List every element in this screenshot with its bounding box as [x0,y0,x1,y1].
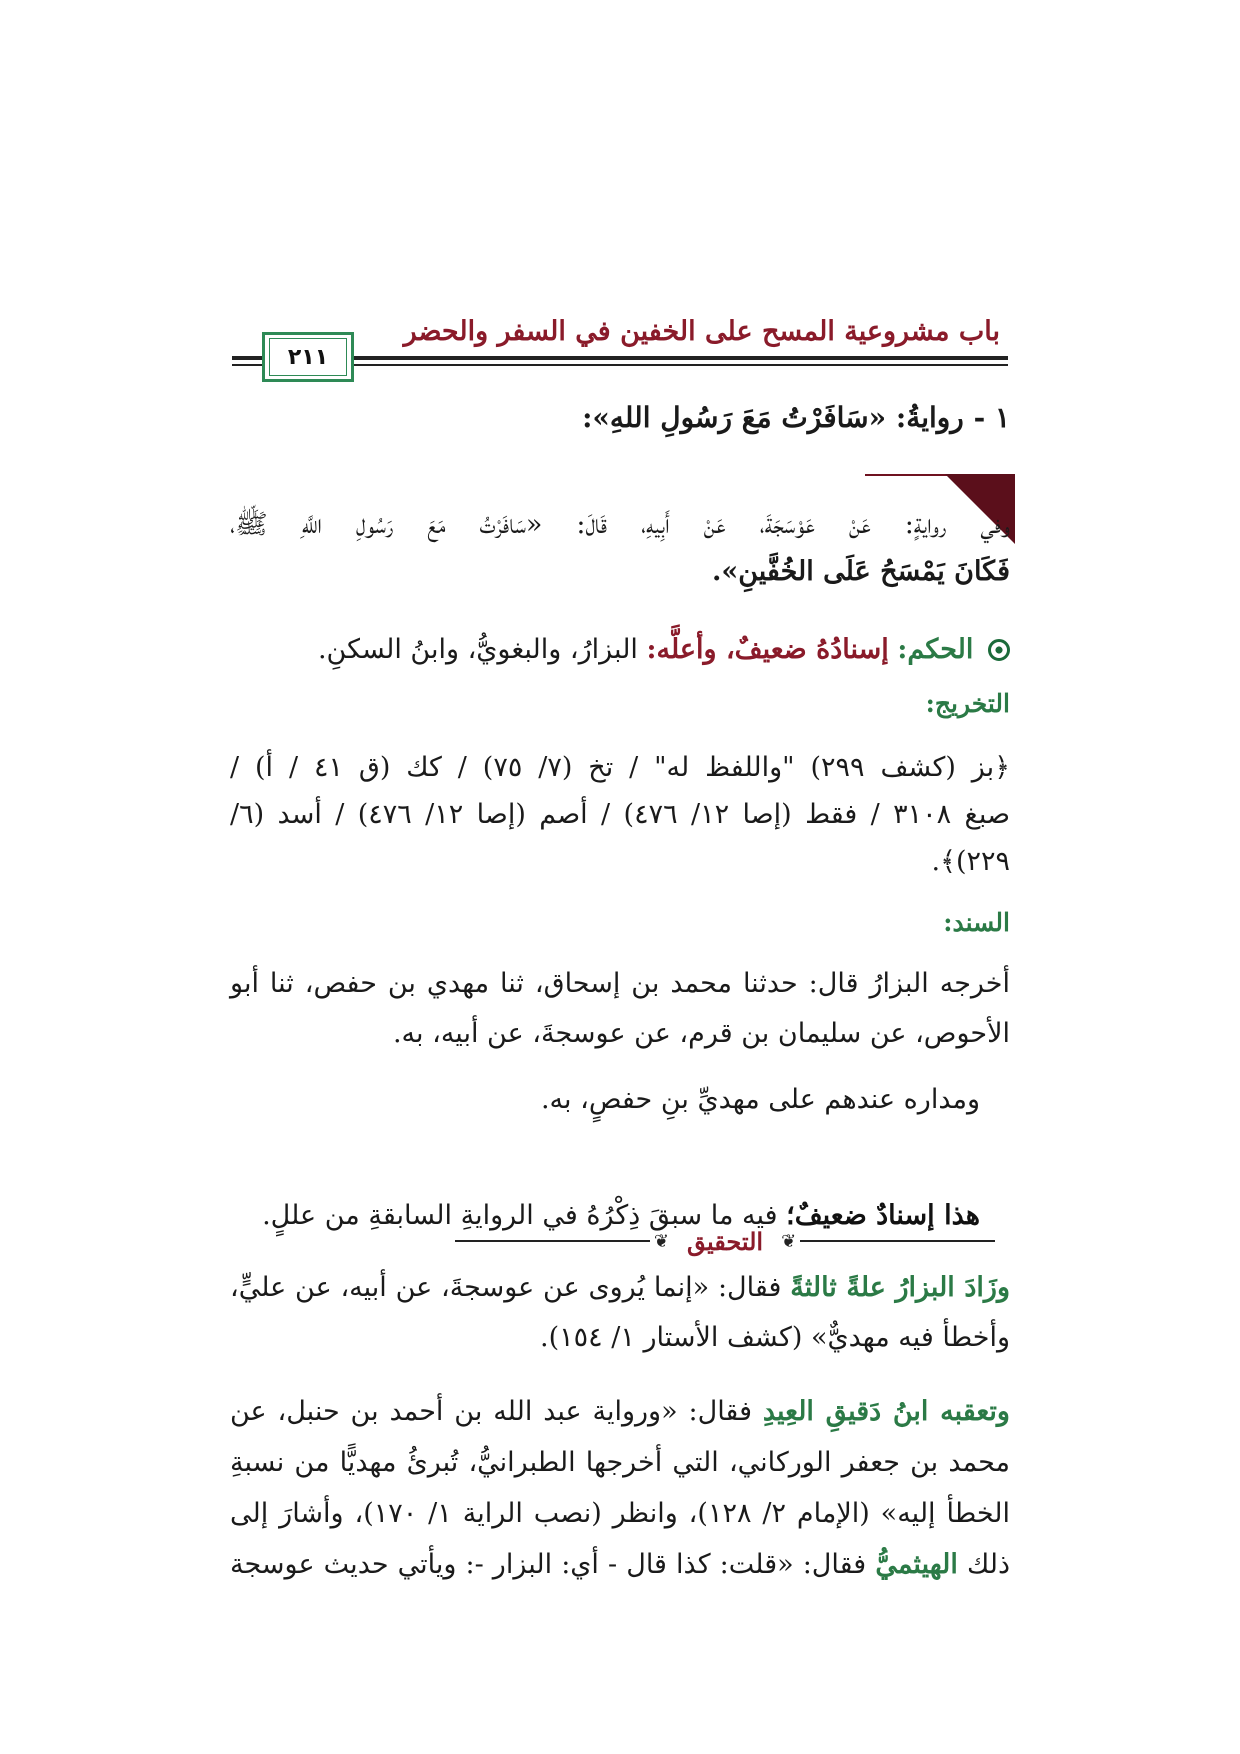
ruling-verdict: إسنادُهُ ضعيفٌ، وأعلَّه: [646,634,889,665]
page-number: ٢١١ [269,338,347,376]
tahqiq-p1-rest: فيه ما سبقَ ذِكْرُهُ في الروايةِ السابقةِ من عللٍ. [262,1200,778,1231]
tahqiq-paragraph-3-line-2: محمد بن جعفر الوركاني، التي أخرجها الطبرانيُّ، تُبرئُ مهديًّا من نسبةِ [230,1447,1010,1478]
sanad-line-2: الأحوص، عن سليمان بن قرم، عن عوسجةَ، عن أبيه، به. [392,1018,1010,1049]
divider-ornament-icon: ❦ [653,1230,669,1252]
tahqiq-paragraph-3-line-1 [230,1392,1010,1432]
tahqiq-p3-line4-rest: فقال: «قلت: كذا قال - أي: البزار -: ويأتي حديث عوسجة [230,1549,867,1580]
tahqiq-paragraph-3-line-4 [230,1545,1010,1585]
ruling-bullet-icon [988,639,1010,661]
chapter-title: باب مشروعية المسح على الخفين في السفر والحضر [403,316,1000,347]
tahqiq-p3-line4-bold: الهيثميُّ [875,1549,958,1580]
divider-bar-left [455,1240,650,1242]
sanad-heading: السند: [943,908,1010,937]
takhrij-line-3: ٢٢٩)﴾. [931,846,1010,877]
tahqiq-p1-bold: هذا إسنادٌ ضعيفٌ؛ [786,1200,980,1231]
tahqiq-paragraph-2-line-1 [230,1268,1010,1308]
tahqiq-paragraph-3-line-3: الخطأ إليه» (الإمام ٢/ ١٢٨)، وانظر (نصب الراية ١/ ١٧٠)، وأشارَ إلى [230,1498,1010,1529]
takhrij-heading: التخريج: [925,689,1010,718]
sanad-line-1: أخرجه البزارُ قال: حدثنا محمد بن إسحاق، ثنا مهدي بن حفص، ثنا أبو [230,968,1010,999]
ruling-text: البزارُ، والبغويُّ، وابنُ السكنِ. [317,634,638,665]
sanad-line-3: ومداره عندهم على مهديِّ بنِ حفصٍ، به. [540,1084,980,1115]
tahqiq-paragraph-2-line-2: وأخطأ فيه مهديٌّ» (كشف الأستار ١/ ١٥٤). [540,1322,1010,1353]
narration-line-2: فَكَانَ يَمْسَحُ عَلَى الخُفَّينِ». [711,556,1010,587]
page-number-box [262,332,354,382]
tahqiq-p3-line4-prefix: ذلك [967,1549,1011,1580]
tahqiq-p2-rest: فقال: «إنما يُروى عن عوسجةَ، عن أبيه، عن عليٍّ، [230,1272,782,1303]
section-heading: ١ - روايةُ: «سَافَرْتُ مَعَ رَسُولِ اللهِ»: [582,401,1010,434]
tahqiq-p3-bold: وتعقبه ابنُ دَقيقِ العِيدِ [762,1396,1010,1427]
divider-ornament-icon: ❦ [781,1230,797,1252]
tahqiq-p3-rest: فقال: «ورواية عبد الله بن أحمد بن حنبل، عن [230,1396,752,1427]
tahqiq-paragraph-1 [200,1196,980,1236]
takhrij-line-2: صبغ ٣١٠٨ / فقط (إصا ١٢/ ٤٧٦) / أصم (إصا ١٢/ ٤٧٦) / أسد (٦/ [230,799,1011,830]
ruling-label: الحكم: [897,634,974,665]
tahqiq-p2-bold: وزَادَ البزارُ علةً ثالثةً [790,1272,1010,1303]
divider-bar-right [800,1240,995,1242]
takhrij-line-1: ﴿بز (كشف ٢٩٩) "واللفظ له" / تخ (٧/ ٧٥) / كك (ق ٤١ / أ) / [230,752,1011,783]
tahqiq-heading: التحقيق [686,1226,764,1256]
narration-line-1: وفي روايةٍ: عَنْ عَوْسَجَةَ، عَنْ أَبِيهِ، قَالَ: «سَافَرْتُ مَعَ رَسُولِ اللَّهِ ﷺ، [230,509,1010,540]
ruling-line [230,630,1010,670]
